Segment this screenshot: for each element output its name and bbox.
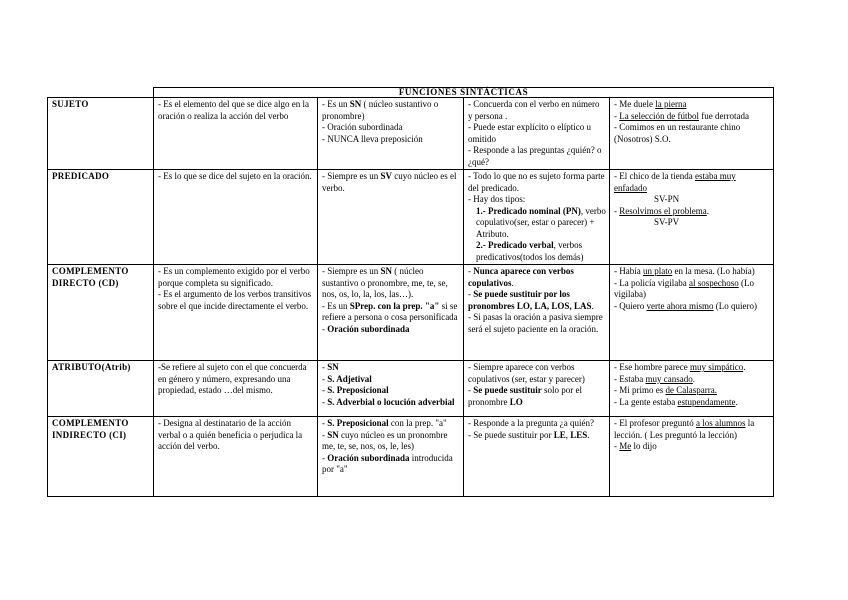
- definition-complemento-indirecto: - Designa al destinatario de la acción verbal o a quién beneficia o perjudica la acción del verbo.: [154, 417, 318, 497]
- forms-complemento-directo: - Siempre es un SN ( núcleo sustantivo o pronombre, me, te, se, nos, os, lo, la, los, las…). - Es un SPrep. con la prep. "a" si se refiere a persona o cosa personificada - Oración subordinada: [318, 265, 464, 361]
- table-title: FUNCIONES SINTÁCTICAS: [154, 88, 774, 98]
- features-atributo: - Siempre aparece con verbos copulativos (ser, estar y parecer) - Se puede sustituir solo por el pronombre LO: [464, 361, 610, 417]
- empty-corner-cell: [48, 88, 154, 98]
- features-complemento-directo: - Nunca aparece con verbos copulativos. - Se puede sustituir por los pronombres LO, LA, LOS, LAS. - Si pasas la oración a pasiva siempre será el sujeto paciente en la oración.: [464, 265, 610, 361]
- examples-complemento-indirecto: - El profesor preguntó a los alumnos la lección. ( Les preguntó la lección) - Me lo dijo: [610, 417, 774, 497]
- row-header-complemento-indirecto: COMPLEMENTO INDIRECTO (CI): [48, 417, 154, 497]
- examples-sujeto: - Me duele la pierna - La selección de fútbol fue derrotada - Comimos en un restaurante chino (Nosotros) S.O.: [610, 98, 774, 170]
- definition-predicado: - Es lo que se dice del sujeto en la oración.: [154, 170, 318, 265]
- features-sujeto: - Concuerda con el verbo en número y persona . - Puede estar explícito o elíptico u omitido - Responde a las preguntas ¿quién? o ¿qué?: [464, 98, 610, 170]
- definition-atributo: -Se refiere al sujeto con el que concuerda en género y número, expresando una propiedad, estado …del mismo.: [154, 361, 318, 417]
- row-header-atributo: ATRIBUTO(Atrib): [48, 361, 154, 417]
- forms-atributo: - SN - S. Adjetival - S. Preposicional - S. Adverbial o locución adverbial: [318, 361, 464, 417]
- table-row-sujeto: [48, 98, 774, 170]
- features-predicado: - Todo lo que no es sujeto forma parte del predicado. - Hay dos tipos: 1.- Predicado nominal (PN), verbo copulativo(ser, estar o parecer) + Atributo. 2.- Predicado verbal, verbos predicativos(todos los demás): [464, 170, 610, 265]
- table-row-predicado: [48, 170, 774, 265]
- table-row-complemento-directo: [48, 265, 774, 361]
- definition-sujeto: - Es el elemento del que se dice algo en la oración o realiza la acción del verbo: [154, 98, 318, 170]
- examples-complemento-directo: - Había un plato en la mesa. (Lo había) - La policía vigilaba al sospechoso (Lo vigilaba) - Quiero verte ahora mismo (Lo quiero): [610, 265, 774, 361]
- forms-sujeto: - Es un SN ( núcleo sustantivo o pronombre) - Oración subordinada - NUNCA lleva preposición: [318, 98, 464, 170]
- forms-complemento-indirecto: - S. Preposicional con la prep. "a" - SN cuyo núcleo es un pronombre me, te, se, nos, os, le, les) - Oración subordinada introducida por "a": [318, 417, 464, 497]
- forms-predicado: - Siempre es un SV cuyo núcleo es el verbo.: [318, 170, 464, 265]
- row-header-sujeto: SUJETO: [48, 98, 154, 170]
- syntax-functions-table: [47, 87, 774, 497]
- examples-atributo: - Ese hombre parece muy simpático. - Estaba muy cansado. - Mi primo es de Calasparra. - La gente estaba estupendamente.: [610, 361, 774, 417]
- table-row-complemento-indirecto: [48, 417, 774, 497]
- table-row-atributo: [48, 361, 774, 417]
- examples-predicado: - El chico de la tienda estaba muy enfadado SV-PN - Resolvimos el problema. SV-PV: [610, 170, 774, 265]
- definition-complemento-directo: - Es un complemento exigido por el verbo porque completa su significado. - Es el argumento de los verbos transitivos sobre el que incide directamente el verbo.: [154, 265, 318, 361]
- features-complemento-indirecto: - Responde a la pregunta ¿a quién? - Se puede sustituir por LE, LES.: [464, 417, 610, 497]
- title-row: [48, 88, 774, 98]
- row-header-predicado: PREDICADO: [48, 170, 154, 265]
- row-header-complemento-directo: COMPLEMENTO DIRECTO (CD): [48, 265, 154, 361]
